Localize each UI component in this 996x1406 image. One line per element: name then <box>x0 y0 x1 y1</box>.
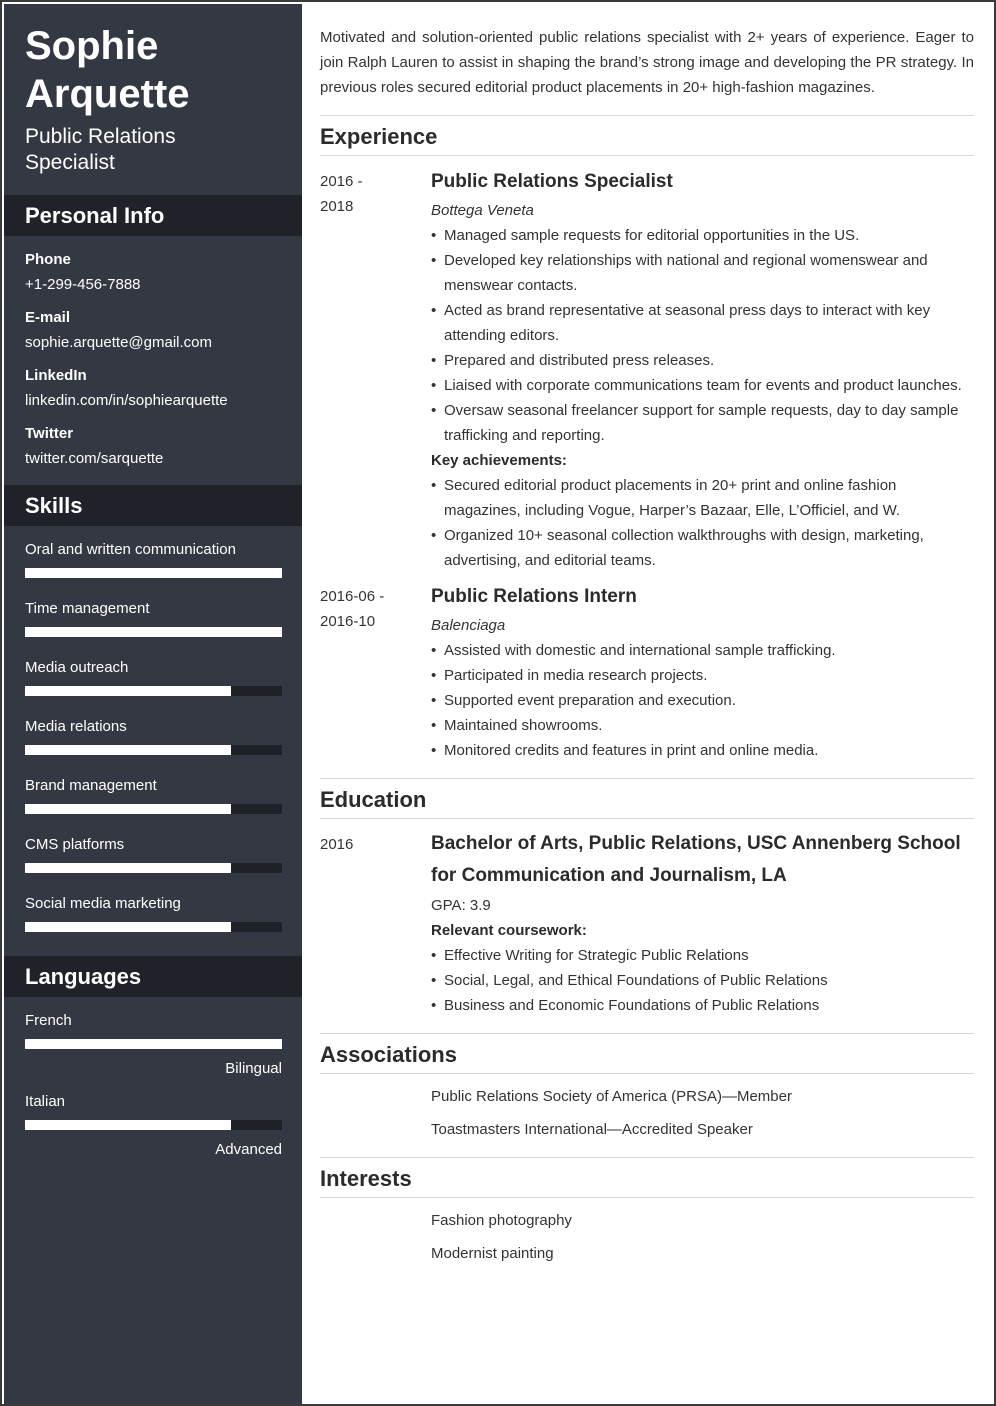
list-item: • Secured editorial product placements in 20+ print and online fashion magazines, including Vogue, Harper’s Bazaar, Elle, L’Officiel, and W. <box>431 473 971 523</box>
list-item: • Managed sample requests for editorial opportunities in the US. <box>431 223 971 248</box>
list-item: • Supported event preparation and execution. <box>431 688 971 713</box>
twitter-value: twitter.com/sarquette <box>25 450 164 467</box>
list-item: • Developed key relationships with national and regional womenswear and menswear contacts. <box>431 248 971 298</box>
divider <box>320 818 974 819</box>
job-bullets <box>431 638 971 763</box>
skill-bar-fill <box>25 627 282 637</box>
interest-item: Fashion photography <box>431 1212 572 1229</box>
divider <box>320 1073 974 1074</box>
phone-label: Phone <box>25 251 71 268</box>
company-name: Balenciaga <box>431 617 506 634</box>
key-achievements-heading: Key achievements: <box>431 452 567 469</box>
gpa: GPA: 3.9 <box>431 897 491 914</box>
job-title: Public Relations Intern <box>431 586 637 607</box>
linkedin-label: LinkedIn <box>25 367 87 384</box>
job-date <box>320 584 410 634</box>
skill-bar-fill <box>25 922 231 932</box>
coursework-heading: Relevant coursework: <box>431 922 587 939</box>
skill-bar <box>25 922 282 932</box>
list-item: • Maintained showrooms. <box>431 713 971 738</box>
list-item: • Participated in media research projects. <box>431 663 971 688</box>
interest-item: Modernist painting <box>431 1245 554 1262</box>
job-bullets <box>431 223 971 448</box>
experience-heading: Experience <box>320 124 438 149</box>
language-name: French <box>25 1012 72 1029</box>
email-value: sophie.arquette@gmail.com <box>25 334 212 351</box>
linkedin-value: linkedin.com/in/sophiearquette <box>25 392 228 409</box>
skill-name: Brand management <box>25 777 157 794</box>
skill-bar <box>25 804 282 814</box>
candidate-name <box>25 22 295 118</box>
language-name: Italian <box>25 1093 66 1110</box>
list-item: • Social, Legal, and Ethical Foundations of Public Relations <box>431 968 971 993</box>
list-item: • Oversaw seasonal freelancer support for sample requests, day to day sample trafficking and reporting. <box>431 398 971 448</box>
association-item: Public Relations Society of America (PRSA)—Member <box>431 1088 792 1105</box>
candidate-title <box>25 124 295 176</box>
languages-heading: Languages <box>4 956 302 997</box>
job-date-end: 2018 <box>320 198 354 215</box>
title-line-2: Specialist <box>25 151 115 174</box>
divider <box>320 1033 974 1034</box>
email-label: E-mail <box>25 309 71 326</box>
list-item: • Acted as brand representative at seasonal press days to interact with key attending editors. <box>431 298 971 348</box>
company-name: Bottega Veneta <box>431 202 534 219</box>
last-name: Arquette <box>25 72 190 116</box>
skill-bar-fill <box>25 686 231 696</box>
list-item: • Assisted with domestic and international sample trafficking. <box>431 638 971 663</box>
language-bar-fill <box>25 1120 231 1130</box>
coursework-list <box>431 943 971 1018</box>
sidebar <box>4 4 302 1404</box>
job-date-end: 2016-10 <box>320 613 376 630</box>
skill-name: Social media marketing <box>25 895 181 912</box>
job-date-start: 2016-06 - <box>320 588 385 605</box>
skill-bar-fill <box>25 863 231 873</box>
skill-bar <box>25 627 282 637</box>
list-item: • Prepared and distributed press releases. <box>431 348 971 373</box>
list-item: • Effective Writing for Strategic Public Relations <box>431 943 971 968</box>
skill-name: Media relations <box>25 718 127 735</box>
skill-bar-fill <box>25 804 231 814</box>
summary: Motivated and solution-oriented public relations specialist with 2+ years of experience. Eager to join Ralph Lauren to assist in shaping the brand’s strong image and developing the PR strategy. In previous roles secured editorial product placements in 20+ high-fashion magazines. <box>320 29 974 96</box>
skill-name: Time management <box>25 600 150 617</box>
list-item: • Business and Economic Foundations of Public Relations <box>431 993 971 1018</box>
language-level: Advanced <box>215 1141 282 1158</box>
divider <box>320 1157 974 1158</box>
skill-bar <box>25 745 282 755</box>
skill-name: CMS platforms <box>25 836 125 853</box>
degree: Bachelor of Arts, Public Relations, USC Annenberg School for Communication and Journalism, LA <box>431 833 961 886</box>
interests-heading: Interests <box>320 1166 412 1191</box>
first-name: Sophie <box>25 24 159 68</box>
title-line-1: Public Relations <box>25 125 176 148</box>
skills-heading: Skills <box>4 485 302 526</box>
education-heading: Education <box>320 787 427 812</box>
divider <box>320 778 974 779</box>
personal-info-heading: Personal Info <box>4 195 302 236</box>
divider <box>320 1197 974 1198</box>
language-bar-fill <box>25 1039 282 1049</box>
main-content <box>302 4 994 1404</box>
phone-value: +1-299-456-7888 <box>25 276 141 293</box>
list-item: • Liaised with corporate communications team for events and product launches. <box>431 373 971 398</box>
skill-name: Oral and written communication <box>25 541 236 558</box>
job-date <box>320 169 410 219</box>
list-item: • Monitored credits and features in print and online media. <box>431 738 971 763</box>
skill-bar <box>25 568 282 578</box>
list-item: • Organized 10+ seasonal collection walkthroughs with design, marketing, advertising, and editorial teams. <box>431 523 971 573</box>
skill-bar-fill <box>25 745 231 755</box>
divider <box>320 155 974 156</box>
job-title: Public Relations Specialist <box>431 171 673 192</box>
achievement-bullets <box>431 473 971 573</box>
association-item: Toastmasters International—Accredited Speaker <box>431 1121 753 1138</box>
twitter-label: Twitter <box>25 425 74 442</box>
skill-bar-fill <box>25 568 282 578</box>
language-level: Bilingual <box>225 1060 282 1077</box>
language-bar <box>25 1039 282 1049</box>
skill-bar <box>25 686 282 696</box>
language-bar <box>25 1120 282 1130</box>
associations-heading: Associations <box>320 1042 457 1067</box>
skill-name: Media outreach <box>25 659 129 676</box>
education-date: 2016 <box>320 836 354 853</box>
skill-bar <box>25 863 282 873</box>
divider <box>320 115 974 116</box>
job-date-start: 2016 - <box>320 173 363 190</box>
